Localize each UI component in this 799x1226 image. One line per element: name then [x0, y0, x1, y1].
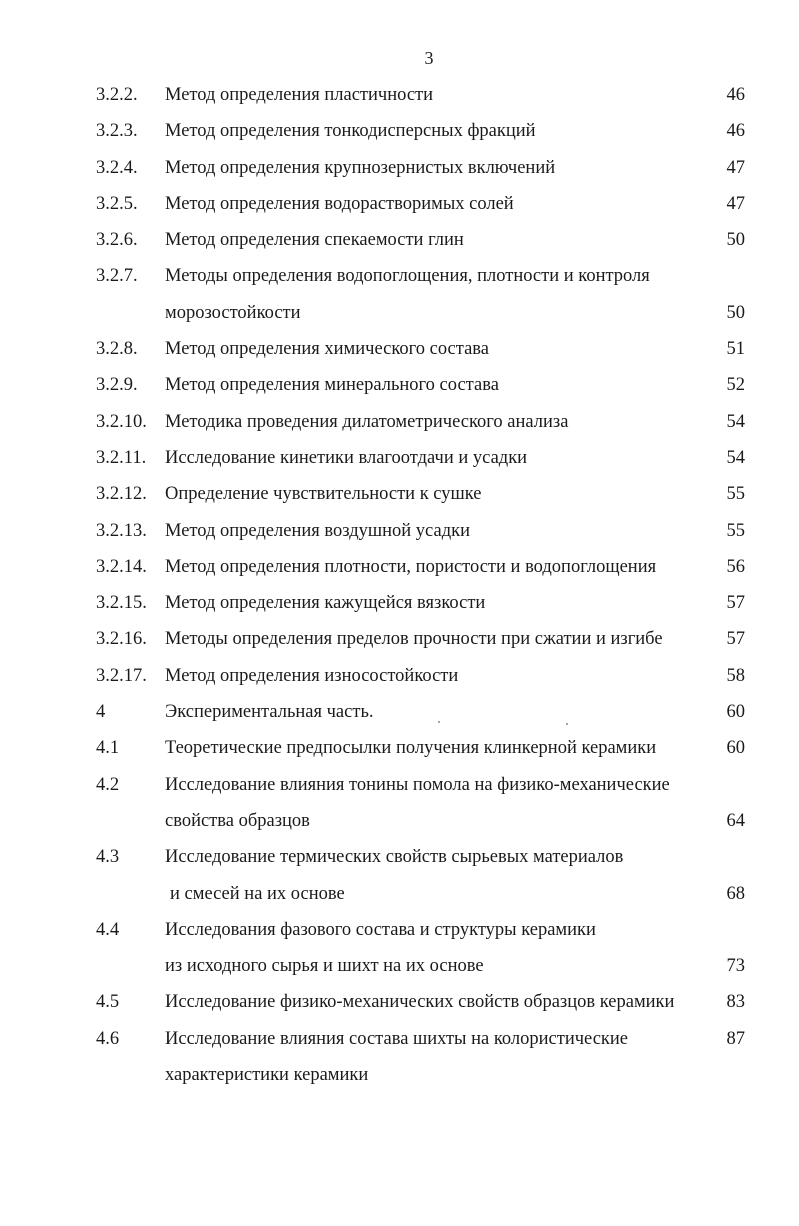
- toc-entry-title: [165, 513, 725, 549]
- toc-entry-page: 68: [726, 883, 745, 904]
- toc-entry-number: 4: [96, 702, 106, 723]
- toc-entry: [0, 476, 799, 512]
- toc-entry-number: 4.6: [96, 1028, 120, 1049]
- toc-entry-title: [165, 150, 725, 186]
- toc-entry-page: 55: [726, 520, 745, 541]
- toc-entry-page: 50: [726, 302, 745, 323]
- toc-entry-number: 3.2.3.: [96, 121, 138, 142]
- toc-entry-number: 4.3: [96, 847, 120, 868]
- toc-entry-number: 3.2.7.: [96, 266, 138, 287]
- toc-entry-number: 3.2.17.: [96, 665, 147, 686]
- toc-entry-page: 58: [726, 665, 745, 686]
- toc-entry-title-line: Методы определения пределов прочности при сжатии и изгибе: [165, 629, 663, 650]
- toc-entry: [0, 440, 799, 476]
- toc-entry-title-line: Исследование влияния тонины помола на физико-механические: [165, 774, 670, 795]
- toc-entry-number: 3.2.10.: [96, 411, 147, 432]
- toc-entry-page: 83: [726, 992, 745, 1013]
- toc-entry-title: [165, 767, 725, 840]
- toc-entry-title-line: из исходного сырья и шихт на их основе: [165, 956, 484, 977]
- toc-entry-page: 51: [726, 339, 745, 360]
- toc-entry-number: 3.2.15.: [96, 593, 147, 614]
- toc-entry: [0, 367, 799, 403]
- toc-entry-title: [165, 476, 725, 512]
- toc-entry-title: [165, 113, 725, 149]
- toc-entry-title: [165, 440, 725, 476]
- toc-entry: [0, 258, 799, 331]
- toc-entry-title: [165, 694, 725, 730]
- toc-entry-title-line: Экспериментальная часть.: [165, 702, 374, 723]
- toc-entry-title-line: Исследование физико-механических свойств образцов керамики: [165, 992, 675, 1013]
- toc-entry-page: 64: [726, 810, 745, 831]
- toc-entry: [0, 585, 799, 621]
- toc-entry-page: 52: [726, 375, 745, 396]
- toc-entry: [0, 150, 799, 186]
- toc-entry-title: [165, 222, 725, 258]
- toc-entry-title: [165, 331, 725, 367]
- toc-entry-page: 60: [726, 702, 745, 723]
- scan-speck: [438, 721, 440, 723]
- toc-entry-title: [165, 912, 725, 985]
- toc-entry: [0, 912, 799, 985]
- toc-entry-title-line: свойства образцов: [165, 810, 310, 831]
- toc-entry-title-line: Метод определения минерального состава: [165, 375, 499, 396]
- toc-entry-page: 55: [726, 484, 745, 505]
- toc-entry-page: 47: [726, 157, 745, 178]
- toc-entry-title-line: характеристики керамики: [165, 1065, 369, 1086]
- toc-entry-title-line: Теоретические предпосылки получения клинкерной керамики: [165, 738, 657, 759]
- toc-entry-title-line: Метод определения тонкодисперсных фракций: [165, 121, 536, 142]
- toc-entry-number: 4.5: [96, 992, 120, 1013]
- toc-entry-title-line: Метод определения воздушной усадки: [165, 520, 470, 541]
- toc-entry: [0, 222, 799, 258]
- toc-entry-number: 3.2.5.: [96, 193, 138, 214]
- toc-entry: [0, 549, 799, 585]
- toc-entry-title-line: Исследование влияния состава шихты на колористические: [165, 1028, 629, 1049]
- toc-entry-page: 47: [726, 193, 745, 214]
- toc-entry: [0, 984, 799, 1020]
- toc-entry-title-line: Метод определения крупнозернистых включений: [165, 157, 556, 178]
- toc-entry-title: [165, 730, 725, 766]
- toc-entry-title-line: Исследование термических свойств сырьевых материалов: [165, 847, 624, 868]
- toc-entry-title: [165, 186, 725, 222]
- toc-entry-title-line: Методы определения водопоглощения, плотности и контроля: [165, 266, 650, 287]
- toc-entry-title: [165, 658, 725, 694]
- toc-entry-number: 3.2.2.: [96, 85, 138, 105]
- toc-entry-title: [165, 585, 725, 621]
- toc-entry-title: [165, 258, 725, 331]
- toc-entry-title-line: Метод определения плотности, пористости и водопоглощения: [165, 556, 657, 577]
- toc-entry-title-line: морозостойкости: [165, 302, 301, 323]
- toc-entry-page: 87: [726, 1028, 745, 1049]
- toc-entry-title-line: Метод определения износостойкости: [165, 665, 459, 686]
- toc-entry-page: 54: [726, 411, 745, 432]
- toc-entry-page: 56: [726, 556, 745, 577]
- toc-entry: [0, 77, 799, 113]
- scan-speck: [566, 723, 568, 725]
- toc-entry-title: [165, 1021, 725, 1094]
- toc-entry-number: 3.2.4.: [96, 157, 138, 178]
- toc-entry-page: 57: [726, 629, 745, 650]
- toc-entry-title: [165, 984, 725, 1020]
- toc-entry: [0, 839, 799, 912]
- toc-entry-number: 3.2.9.: [96, 375, 138, 396]
- toc-entry: [0, 694, 799, 730]
- toc-entry-title: [165, 367, 725, 403]
- toc-entry: [0, 658, 799, 694]
- toc-entry-number: 3.2.6.: [96, 230, 138, 251]
- toc-entry-title: [165, 77, 725, 113]
- toc-entry-number: 4.1: [96, 738, 120, 759]
- toc-entry: [0, 621, 799, 657]
- toc-entry: [0, 186, 799, 222]
- toc-entry: [0, 1021, 799, 1094]
- toc-entry-title: [165, 621, 725, 657]
- toc-entry-title-line: и смесей на их основе: [170, 883, 345, 904]
- toc-entry: [0, 767, 799, 840]
- toc-entry: [0, 331, 799, 367]
- toc-entry-number: 3.2.14.: [96, 556, 147, 577]
- toc-entry-number: 3.2.13.: [96, 520, 147, 541]
- toc-entry-page: 57: [726, 593, 745, 614]
- toc-entry-number: 3.2.12.: [96, 484, 147, 505]
- toc-entry: [0, 513, 799, 549]
- toc-entry-title-line: Исследование кинетики влагоотдачи и усадки: [165, 447, 528, 468]
- toc-entry-title-line: Определение чувствительности к сушке: [165, 484, 482, 505]
- toc-entry-title-line: Метод определения пластичности: [165, 85, 434, 105]
- toc-entry-page: 73: [726, 956, 745, 977]
- toc-entry-number: 4.4: [96, 919, 120, 940]
- toc-entry: [0, 113, 799, 149]
- toc-entry: [0, 730, 799, 766]
- toc-entry-title-line: Методика проведения дилатометрического анализа: [165, 411, 569, 432]
- toc-entry-title-line: Метод определения водорастворимых солей: [165, 193, 514, 214]
- toc-entry-title-line: Метод определения спекаемости глин: [165, 230, 464, 251]
- toc-entry-title-line: Метод определения кажущейся вязкости: [165, 593, 486, 614]
- page-number: 3: [424, 48, 434, 68]
- toc-entry-title-line: Исследования фазового состава и структуры керамики: [165, 919, 596, 940]
- toc-entry-page: 46: [726, 121, 745, 142]
- toc-entry-page: 54: [726, 447, 745, 468]
- toc-entry-page: 50: [726, 230, 745, 251]
- toc-entry-page: 60: [726, 738, 745, 759]
- toc-entry-number: 3.2.11.: [96, 447, 147, 468]
- toc-entry-title: [165, 404, 725, 440]
- toc-entry-title: [165, 549, 725, 585]
- toc-entry-title: [165, 839, 725, 912]
- toc-entry-number: 4.2: [96, 774, 120, 795]
- toc-entry-title-line: Метод определения химического состава: [165, 339, 489, 360]
- toc-entry: [0, 404, 799, 440]
- toc-entry-page: 46: [726, 85, 745, 105]
- toc-entry-number: 3.2.8.: [96, 339, 138, 360]
- toc-entry-number: 3.2.16.: [96, 629, 147, 650]
- table-of-contents: [0, 77, 799, 1093]
